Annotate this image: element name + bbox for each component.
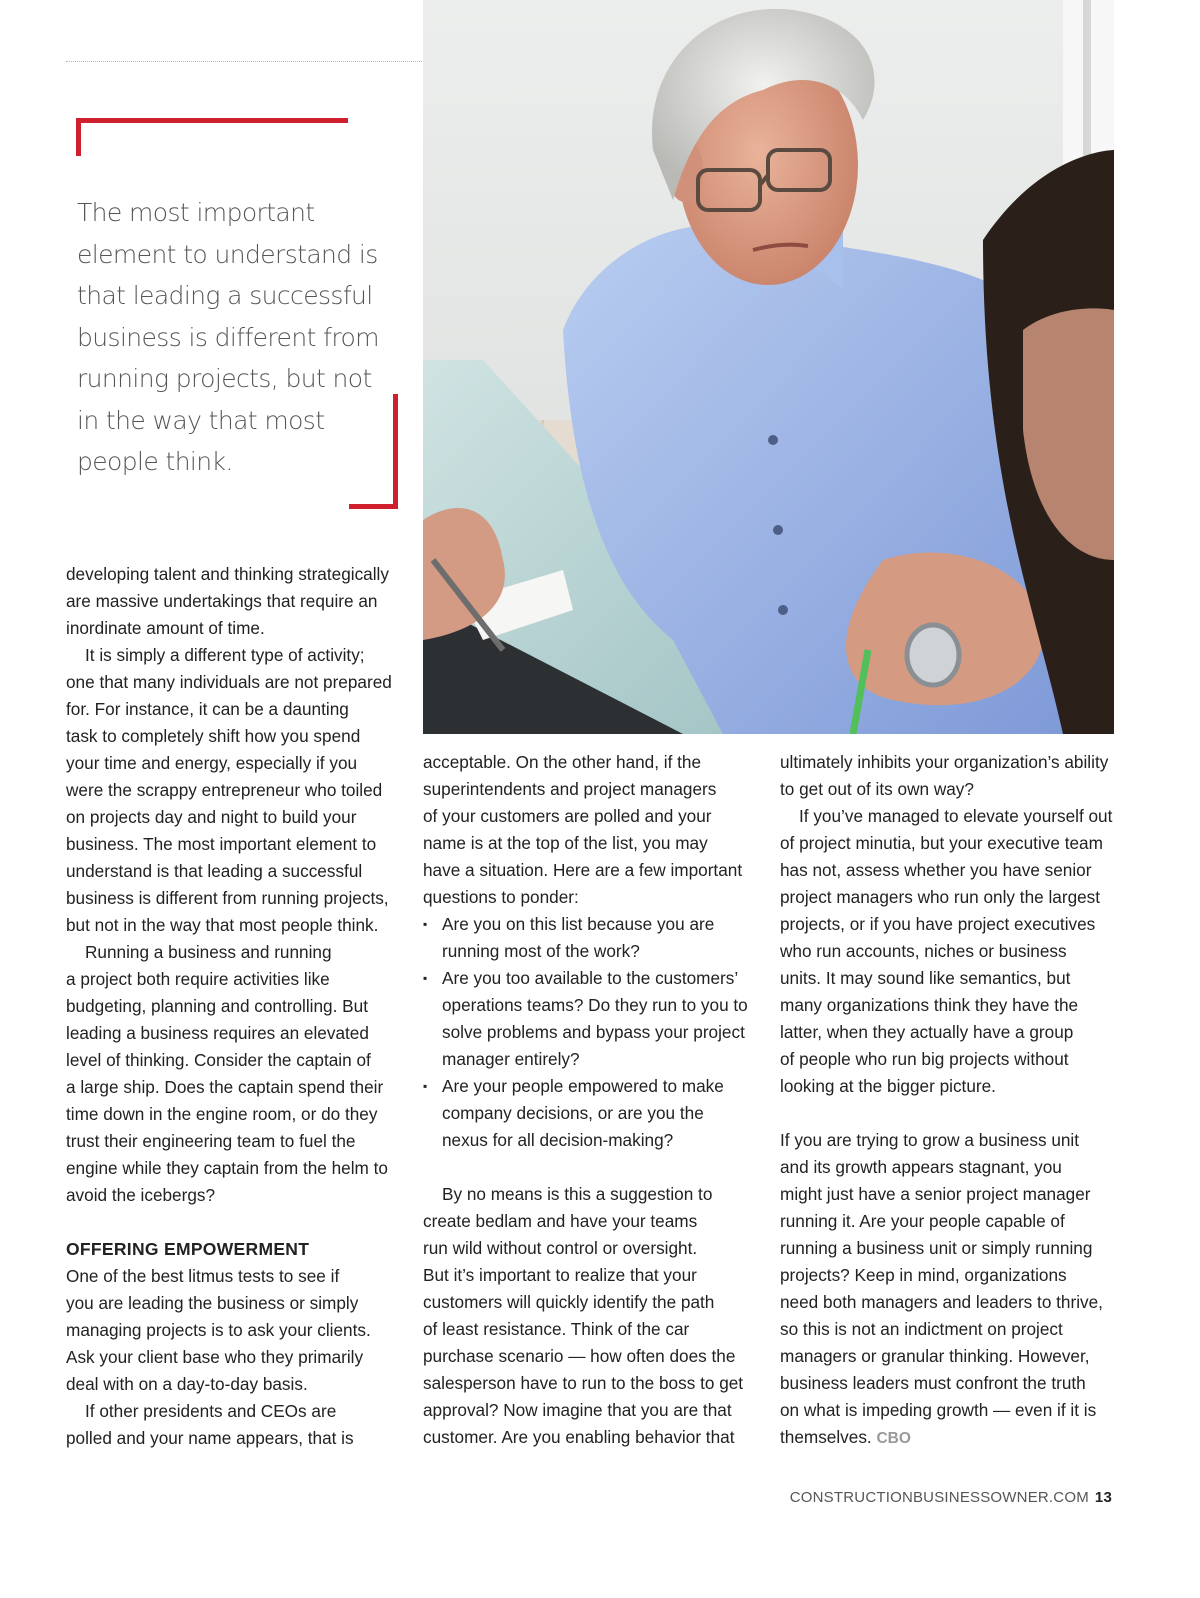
paragraph-gap [780,1100,1120,1127]
article-column-2 [423,749,763,1451]
body-line: running a business unit or simply running [780,1238,1093,1258]
body-line: are massive undertakings that require an [66,591,378,611]
footer-site-name: CONSTRUCTIONBUSINESSOWNER.COM [789,1489,1089,1506]
body-line: business leaders must confront the truth [780,1373,1086,1393]
section-heading: OFFERING EMPOWERMENT [66,1239,310,1259]
article-photo [423,0,1114,734]
body-line: business is different from running projects, [66,888,389,908]
body-line: Running a business and running [85,942,332,962]
body-line: By no means is this a suggestion to [442,1184,713,1204]
body-line: leading a business requires an elevated [66,1023,369,1043]
paragraph-gap [423,1154,763,1181]
article-column-3 [780,749,1120,1452]
body-line: trust their engineering team to fuel the [66,1131,356,1151]
body-line: on projects day and night to build your [66,807,357,827]
body-line: looking at the bigger picture. [780,1076,996,1096]
body-line: Ask your client base who they primarily [66,1347,364,1367]
pullquote-bracket-top [76,118,348,123]
body-line: many organizations think they have the [780,995,1079,1015]
body-line: has not, assess whether you have senior [780,860,1092,880]
body-line: salesperson have to run to the boss to get [423,1373,744,1393]
body-line: projects, or if you have project executives [780,914,1096,934]
bullet-line: company decisions, or are you the [442,1103,704,1123]
body-line: But it’s important to realize that your [423,1265,697,1285]
pullquote-line: element to understand is [77,239,378,269]
paragraph-gap [66,1209,406,1236]
body-line: a project both require activities like [66,969,330,989]
photo-illustration [423,0,1114,734]
body-line: to get out of its own way? [780,779,974,799]
body-line: and its growth appears stagnant, you [780,1157,1062,1177]
body-line: business. The most important element to [66,834,377,854]
pullquote-bracket-bottom [349,504,398,509]
body-line: were the scrappy entrepreneur who toiled [66,780,383,800]
body-line: level of thinking. Consider the captain of [66,1050,371,1070]
body-line: purchase scenario — how often does the [423,1346,736,1366]
top-dotted-rule [66,61,424,62]
body-line: on what is impeding growth — even if it is [780,1400,1097,1420]
bullet-line: manager entirely? [442,1049,580,1069]
body-line: project managers who run only the largest [780,887,1101,907]
body-line: budgeting, planning and controlling. But [66,996,368,1016]
bullet-line: ▪ Are your people empowered to make [442,1076,724,1096]
pullquote-line: that leading a successful [77,281,373,310]
bullet-line: solve problems and bypass your project [442,1022,745,1042]
body-line: If you’ve managed to elevate yourself out [799,806,1113,826]
body-line: questions to ponder: [423,887,579,907]
body-line: projects? Keep in mind, organizations [780,1265,1067,1285]
body-line: of least resistance. Think of the car [423,1319,690,1339]
body-line: managing projects is to ask your clients. [66,1320,371,1340]
body-line: of project minutia, but your executive team [780,833,1103,853]
bullet-item [423,911,763,965]
bullet-line: running most of the work? [442,941,640,961]
body-line: acceptable. On the other hand, if the [423,752,702,772]
bullet-line: nexus for all decision-making? [442,1130,674,1150]
body-line: but not in the way that most people think. [66,915,379,935]
body-line-text: themselves. [780,1427,872,1447]
body-line: so this is not an indictment on project [780,1319,1063,1339]
body-line: time down in the engine room, or do they [66,1104,378,1124]
body-line: a large ship. Does the captain spend their [66,1077,384,1097]
body-line: One of the best litmus tests to see if [66,1266,340,1286]
body-line: have a situation. Here are a few important [423,860,743,880]
pullquote-bracket-top-left [76,118,81,156]
body-line: understand is that leading a successful [66,861,363,881]
body-line: deal with on a day-to-day basis. [66,1374,308,1394]
body-line: latter, when they actually have a group [780,1022,1074,1042]
body-line [780,1424,1120,1452]
page-footer [790,1489,1112,1506]
body-line: engine while they captain from the helm to [66,1158,388,1178]
bullet-line: ▪ Are you on this list because you are [442,914,715,934]
pullquote-bracket-bottom-right [393,394,398,509]
cbo-signoff: CBO [876,1430,911,1447]
body-line: one that many individuals are not prepared [66,672,392,692]
body-line: need both managers and leaders to thrive, [780,1292,1103,1312]
body-line: approval? Now imagine that you are that [423,1400,732,1420]
body-line: managers or granular thinking. However, [780,1346,1090,1366]
body-line: name is at the top of the list, you may [423,833,708,853]
pullquote-line: running projects, but not [77,364,372,393]
body-line: units. It may sound like semantics, but [780,968,1071,988]
bullet-item [423,1073,763,1154]
bullet-line: ▪ Are you too available to the customers’ [442,968,739,988]
body-line: create bedlam and have your teams [423,1211,698,1231]
body-line: you are leading the business or simply [66,1293,359,1313]
body-line: inordinate amount of time. [66,618,265,638]
pullquote-line: people think. [77,447,233,476]
body-line: superintendents and project managers [423,779,717,799]
body-line: might just have a senior project manager [780,1184,1091,1204]
bullet-item [423,965,763,1073]
body-line: avoid the icebergs? [66,1185,216,1205]
body-line: It is simply a different type of activity; [85,645,365,665]
body-line: run wild without control or oversight. [423,1238,698,1258]
body-line: for. For instance, it can be a daunting [66,699,349,719]
body-line: task to completely shift how you spend [66,726,361,746]
pullquote-line: in the way that most [77,405,325,435]
article-column-1 [66,561,406,1452]
body-line: your time and energy, especially if you [66,753,358,773]
body-line: of people who run big projects without [780,1049,1069,1069]
bullet-line: operations teams? Do they run to you to [442,995,748,1015]
body-line: who run accounts, niches or business [780,941,1067,961]
body-line: ultimately inhibits your organization’s ability [780,752,1109,772]
body-line: customer. Are you enabling behavior that [423,1427,735,1447]
body-line: running it. Are your people capable of [780,1211,1065,1231]
pullquote-line: business is different from [77,322,379,352]
body-line: If you are trying to grow a business unit [780,1130,1080,1150]
body-line: developing talent and thinking strategically [66,564,389,584]
body-line: polled and your name appears, that is [66,1428,354,1448]
body-line: customers will quickly identify the path [423,1292,715,1312]
body-line: of your customers are polled and your [423,806,712,826]
body-line: If other presidents and CEOs are [85,1401,337,1421]
pullquote [77,192,377,483]
pullquote-line: The most important [77,198,315,227]
page-number: 13 [1094,1489,1112,1506]
